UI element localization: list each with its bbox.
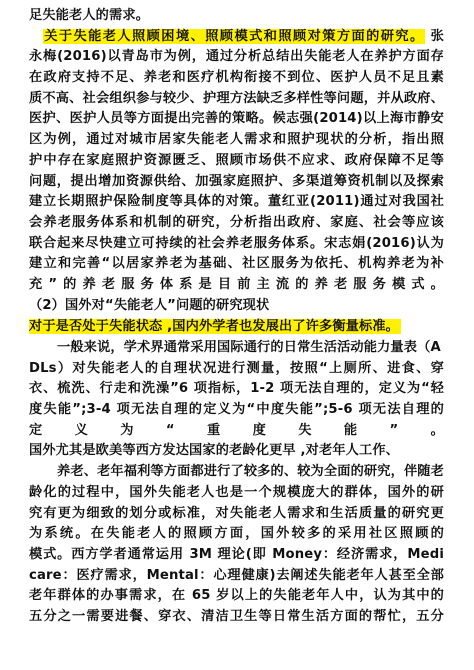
text-line-highlighted (29, 27, 444, 48)
text-line: 医护、医护人员等方面提出完善的策略。候志强(2014)以上海市静安 (29, 111, 444, 127)
text-line: 在政府支持不足、养老和医疗机构衔接不到位、医护人员不足且素 (29, 70, 444, 86)
text-line: 会养老服务体系和机制的研究，分析指出政府、家庭、社会等应该 (29, 214, 444, 230)
highlighted-sentence: 关于失能老人照顾困境、照顾模式和照顾对策方面的研究。 (43, 28, 425, 44)
text-line: 一般来说，学术界通常采用国际通行的日常生活活动能力量表（A (57, 340, 441, 355)
text-line: 永梅(2016)以青岛市为例，通过分析总结出失能老人在养护方面存 (29, 49, 444, 65)
text-line: 建立长期照护保险制度等具体的对策。董红亚(2011)通过对我国社 (29, 194, 444, 210)
text-line: 问题，提出增加资源供给、加强家庭照护、多渠道筹资机制以及探索 (29, 173, 444, 189)
text-line: 护中存在家庭照护资源匮乏、照顾市场供不应求、政府保障不足等 (29, 152, 444, 168)
text-line: 老年群体的办事需求，在 65 岁以上的失能老年人中，认为其中的 (29, 588, 444, 604)
text-line: 度失能”;3-4 项无法自理的定义为“中度失能”;5-6 项无法自理的 (29, 402, 444, 418)
section-heading: 对于是否处于失能状态 ,国内外学者也发展出了许多衡量标准。 (29, 319, 400, 335)
text-line: 国外尤其是欧美等西方发达国家的老龄化更早 ,对老年人工作、 (29, 443, 400, 459)
text-line: 充”的养老服务体系是目前主流的养老服务模式。 (29, 276, 444, 292)
text-line: （2）国外对“失能老人”问题的研究现状 (29, 297, 270, 313)
text-line: 养老、老年福利等方面都进行了较多的、较为全面的研究，伴随老 (57, 464, 444, 480)
text-line: 定义为“重度失能”。 (29, 422, 444, 438)
text-fragment: 张 (430, 28, 444, 44)
text-line: 究有更为细致的划分或标准，对失能老人需求和生活质量的研究更 (29, 505, 444, 521)
text-line: 五分之一需要进餐、穿衣、清洁卫生等日常生活方面的帮忙，五分 (29, 608, 444, 624)
text-line: care：医疗需求，Mental：心理健康)去阐述失能老年人甚至全部 (29, 567, 444, 583)
text-line: DLs）对失能老人的自理状况进行测量，按照“上厕所、进食、穿 (29, 360, 444, 376)
text-line: 龄化的过程中，国外失能老人也是一个规模庞大的群体，国外的研 (29, 484, 444, 500)
text-line: 模式。西方学者通常运用 3M 理论(即 Money：经济需求，Medi (29, 546, 444, 562)
section-heading-line (29, 317, 444, 338)
text-line: 区为例，通过对城市居家失能老人需求和照护现状的分析，指出照 (29, 132, 444, 148)
text-line: 联合起来尽快建立可持续的社会养老服务体系。宋志娟(2016)认为 (29, 235, 444, 251)
text-line: 衣、梳洗、行走和洗澡”6 项指标，1-2 项无法自理的，定义为“轻 (29, 381, 444, 397)
text-line: 质不高、社会组织参与较少、护理方法缺乏多样性等问题，并从政府、 (29, 90, 444, 106)
text-line: 为系统。在失能老人的照顾方面，国外较多的采用社区照顾的 (29, 526, 444, 542)
text-line: 足失能老人的需求。 (29, 8, 150, 23)
text-line: 建立和完善“以居家养老为基础、社区服务为依托、机构养老为补 (29, 256, 444, 272)
